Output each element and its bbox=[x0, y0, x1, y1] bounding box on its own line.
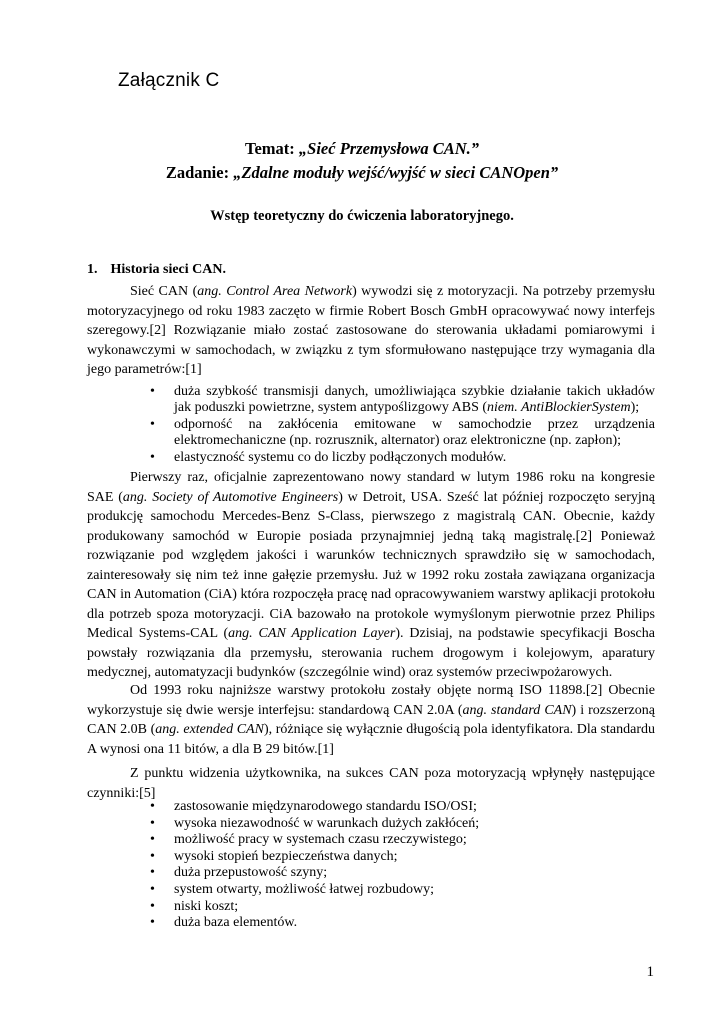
p3-text-e: ), różniące się wyłącznie długością pola identyfikatora. Dla standardu A wynosi ona 11 bitów, a dla B 29 bitów.[1] bbox=[87, 722, 655, 757]
document-subtitle: Wstęp teoretyczny do ćwiczenia laboratoryjnego. bbox=[210, 208, 514, 224]
paragraph-2 bbox=[87, 468, 655, 683]
paragraph-3 bbox=[87, 681, 655, 759]
list1-item3-text: elastyczność systemu co do liczby podłączonych modułów. bbox=[174, 449, 507, 465]
list-item bbox=[150, 899, 655, 916]
section-title: Historia sieci CAN. bbox=[110, 262, 226, 277]
p2-italic-d: ang. CAN Application Layer bbox=[228, 626, 396, 641]
p1-text-a: Sieć CAN ( bbox=[130, 284, 198, 299]
list-item bbox=[150, 882, 655, 899]
list-item-text: wysoka niezawodność w warunkach dużych zakłóceń; bbox=[174, 815, 480, 831]
p1-text-c: ) wywodzi się z motoryzacji. Na potrzeby przemysłu motoryzacyjnego od roku 1983 zaczęto w firmie Robert Bosch GmbH opracowywać nowy interfejs szeregowy.[2] Rozwiązanie miało zostać zastosowane do sterowania układami pomiarowymi i wykonawczymi w samochodach, w związku z tym sformułowano następujące trzy wymagania dla jego parametrów:[1] bbox=[87, 284, 655, 377]
requirements-list bbox=[150, 384, 655, 466]
list-item bbox=[150, 849, 655, 866]
list-item bbox=[150, 450, 655, 466]
bullet-icon: • bbox=[150, 832, 155, 848]
p3-italic-b: ang. standard CAN bbox=[462, 702, 572, 718]
task-label: Zadanie: bbox=[165, 163, 230, 182]
p3-italic-d: ang. extended CAN bbox=[155, 722, 264, 737]
list-item bbox=[150, 832, 655, 849]
bullet-icon: • bbox=[150, 915, 155, 931]
topic-label: Temat: bbox=[244, 139, 295, 158]
list-item bbox=[150, 865, 655, 882]
list-item-text: duża przepustowość szyny; bbox=[174, 865, 328, 881]
list-item-text: niski koszt; bbox=[174, 898, 239, 914]
list1-item1-text: duża szybkość transmisji danych, umożliwiająca szybkie działanie takich układów jak poduszki powietrzne, system antypoślizgowy ABS ( bbox=[174, 384, 655, 416]
bullet-icon: • bbox=[150, 815, 155, 831]
list-item-text: duża baza elementów. bbox=[174, 915, 298, 931]
bullet-icon: • bbox=[150, 898, 155, 914]
list1-item2-text: odporność na zakłócenia emitowane w samochodzie przez urządzenia elektromechaniczne (np. rozrusznik, alternator) oraz elektroniczne (np. zapłon); bbox=[174, 416, 655, 449]
page-number: 1 bbox=[646, 964, 654, 980]
p2-text-e: ). Dzisiaj, na podstawie specyfikacji Boscha powstały rozwiązania dla przemysłu, sterowania ruchem drogowym i kolejowym, aparatury medycznej, automatyzacji budynków (szczególnie wind) oraz systemów przeciwpożarowych. bbox=[87, 626, 655, 680]
list-item bbox=[150, 816, 655, 833]
list1-item1-end: ); bbox=[630, 400, 640, 416]
bullet-icon: • bbox=[150, 416, 155, 432]
topic-value: „Sieć Przemysłowa CAN.” bbox=[298, 139, 480, 158]
bullet-icon: • bbox=[150, 449, 155, 465]
p2-text-c: ) w Detroit, USA. Sześć lat później rozpoczęto seryjną produkcję samochodu Mercedes-Benz S-Class, pierwszego z magistralą CAN. Obecnie, każdy produkowany samochód w Europie posiada przynajmniej jedną taką magistralę.[2] Ponieważ rozwiązanie pod względem jakości i warunków technicznych sprawdziło się w samochodach, zainteresowały się nim też inne gałęzie przemysłu. Już w 1992 roku została zawiązana organizacja CAN in Automation (CiA) która rozpoczęła pracę nad opracowywaniem warstwy aplikacji protokołu dla potrzeb spoza motoryzacji. CiA bazowało na protokole wymyślonym pierwotnie przez Philips Medical Systems-CAL ( bbox=[87, 489, 655, 641]
list-item bbox=[150, 799, 655, 816]
list-item-text: możliwość pracy w systemach czasu rzeczywistego; bbox=[174, 832, 467, 848]
section-number: 1. bbox=[87, 262, 98, 277]
section-heading bbox=[87, 262, 226, 278]
paragraph-1 bbox=[87, 282, 655, 380]
bullet-icon: • bbox=[150, 848, 155, 864]
paragraph-4: Z punktu widzenia użytkownika, na sukces CAN poza motoryzacją wpłynęły następujące czynniki:[5] bbox=[87, 766, 655, 801]
list1-item1-italic: niem. AntiBlockierSystem bbox=[487, 400, 631, 416]
topic-line bbox=[0, 139, 724, 159]
list-item-text: system otwarty, możliwość łatwej rozbudowy; bbox=[174, 881, 434, 897]
list-item-text: wysoki stopień bezpieczeństwa danych; bbox=[174, 848, 398, 864]
list-item bbox=[150, 384, 655, 417]
list-item bbox=[150, 915, 655, 932]
p3-text-a: Od 1993 roku najniższe warstwy protokołu zostały objęte normą ISO 11898.[2] Obecnie wykorzystuje się dwie wersje interfejsu: standardową CAN 2.0A ( bbox=[87, 683, 655, 718]
annex-title: Załącznik C bbox=[118, 70, 220, 91]
p2-text-a: Pierwszy raz, oficjalnie zaprezentowano nowy standard w lutym 1986 roku na kongresie SAE ( bbox=[87, 470, 655, 505]
p1-italic: ang. Control Area Network bbox=[197, 284, 353, 299]
p2-italic-b: ang. Society of Automotive Engineers bbox=[122, 489, 339, 505]
bullet-icon: • bbox=[150, 881, 155, 897]
bullet-icon: • bbox=[150, 384, 155, 399]
p3-text-c: ) i rozszerzoną CAN 2.0B ( bbox=[87, 702, 655, 737]
success-factors-list bbox=[150, 799, 655, 932]
task-line bbox=[0, 163, 724, 183]
bullet-icon: • bbox=[150, 865, 155, 881]
list-item bbox=[150, 417, 655, 450]
task-value: „Zdalne moduły wejść/wyjść w sieci CANOpen” bbox=[233, 163, 559, 182]
list-item-text: zastosowanie międzynarodowego standardu ISO/OSI; bbox=[174, 799, 477, 814]
bullet-icon: • bbox=[150, 799, 155, 814]
